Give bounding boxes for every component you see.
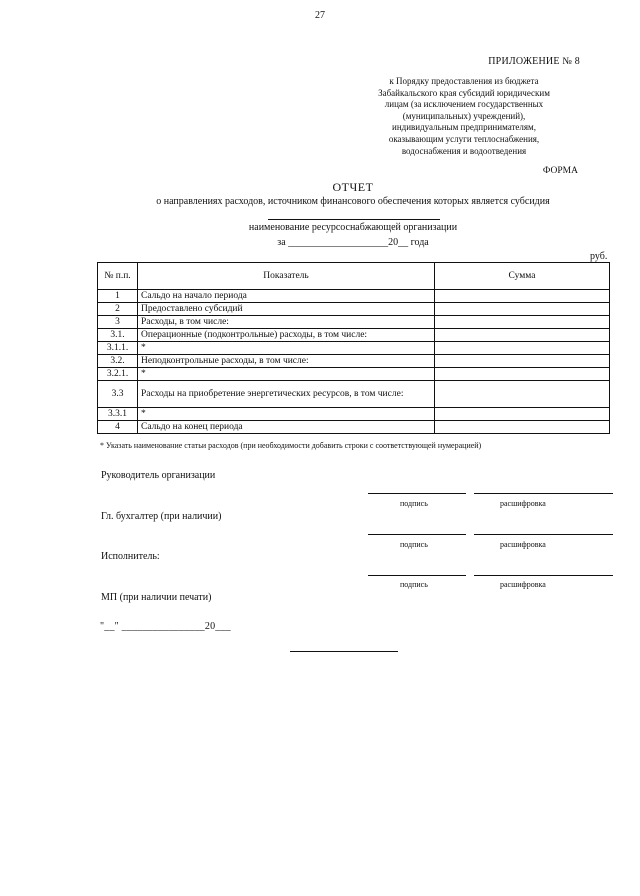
form-label: ФОРМА [542,166,578,176]
footnote: * Указать наименование статьи расходов (при необходимости добавить строки с соответствующей нумерацией) [100,441,482,450]
org-name-underline [268,219,440,220]
row-amount [435,368,610,381]
report-table [97,262,610,434]
appendix-line: Забайкальского края субсидий юридическим [378,87,550,98]
header-amount: Сумма [435,263,610,290]
header-num: № п.п. [98,263,138,290]
table-row [98,329,610,342]
appendix-line: индивидуальным предпринимателям, [392,122,536,133]
accountant-decoding-line [474,534,613,535]
row-amount [435,329,610,342]
report-period: за ____________________20__ года [277,237,429,248]
row-num: 3 [98,316,138,329]
table-row [98,303,610,316]
row-indicator: Сальдо на конец периода [138,421,435,434]
row-num: 4 [98,421,138,434]
table-row [98,421,610,434]
row-amount [435,303,610,316]
accountant-signature-caption: подпись [400,540,428,549]
accountant-signature-label: Гл. бухгалтер (при наличии) [101,511,222,522]
row-num: 3.2. [98,355,138,368]
date-line: "__" ________________20___ [100,621,231,632]
appendix-reference [344,76,584,157]
head-signature-caption: подпись [400,499,428,508]
row-num: 3.3 [98,381,138,408]
report-subtitle: о направлениях расходов, источником финансового обеспечения которых является субсидия [156,196,550,207]
row-amount [435,421,610,434]
accountant-decoding-caption: расшифровка [500,540,546,549]
table-row [98,381,610,408]
row-num: 3.1.1. [98,342,138,355]
row-indicator: * [138,368,435,381]
row-amount [435,290,610,303]
row-num: 3.3.1 [98,408,138,421]
table-header-row [98,263,610,290]
row-indicator: Расходы на приобретение энергетических ресурсов, в том числе: [138,381,435,408]
row-num: 2 [98,303,138,316]
row-amount [435,408,610,421]
head-decoding-caption: расшифровка [500,499,546,508]
row-amount [435,355,610,368]
appendix-line: (муниципальных) учреждений), [402,110,526,121]
row-amount [435,381,610,408]
table-row [98,342,610,355]
executor-signature-line [368,575,466,576]
row-num: 3.1. [98,329,138,342]
row-indicator: Предоставлено субсидий [138,303,435,316]
org-name-label: наименование ресурсоснабжающей организации [248,222,458,233]
page-number: 27 [315,10,325,21]
head-signature-line [368,493,466,494]
row-num: 3.2.1. [98,368,138,381]
executor-decoding-caption: расшифровка [500,580,546,589]
row-amount [435,342,610,355]
row-indicator: * [138,408,435,421]
appendix-line: оказывающим услуги теплоснабжения, [388,133,540,144]
row-indicator: Операционные (подконтрольные) расходы, в том числе: [138,329,435,342]
row-indicator: Неподконтрольные расходы, в том числе: [138,355,435,368]
currency-unit: руб. [590,251,608,262]
accountant-signature-line [368,534,466,535]
head-decoding-line [474,493,613,494]
row-indicator: * [138,342,435,355]
row-amount [435,316,610,329]
appendix-line: водоснабжения и водоотведения [401,145,527,156]
row-indicator: Расходы, в том числе: [138,316,435,329]
bottom-rule [290,651,398,652]
table-row [98,290,610,303]
table-row [98,355,610,368]
executor-signature-caption: подпись [400,580,428,589]
appendix-title: ПРИЛОЖЕНИЕ № 8 [488,56,580,67]
executor-decoding-line [474,575,613,576]
table-row [98,408,610,421]
header-indicator: Показатель [138,263,435,290]
appendix-line: лицам (за исключением государственных [384,99,544,110]
stamp-label: МП (при наличии печати) [101,592,212,603]
report-title: ОТЧЕТ [332,180,374,194]
head-signature-label: Руководитель организации [101,470,216,481]
table-row [98,368,610,381]
row-num: 1 [98,290,138,303]
row-indicator: Сальдо на начало периода [138,290,435,303]
appendix-line: к Порядку предоставления из бюджета [389,76,539,86]
executor-signature-label: Исполнитель: [101,551,160,562]
table-row [98,316,610,329]
